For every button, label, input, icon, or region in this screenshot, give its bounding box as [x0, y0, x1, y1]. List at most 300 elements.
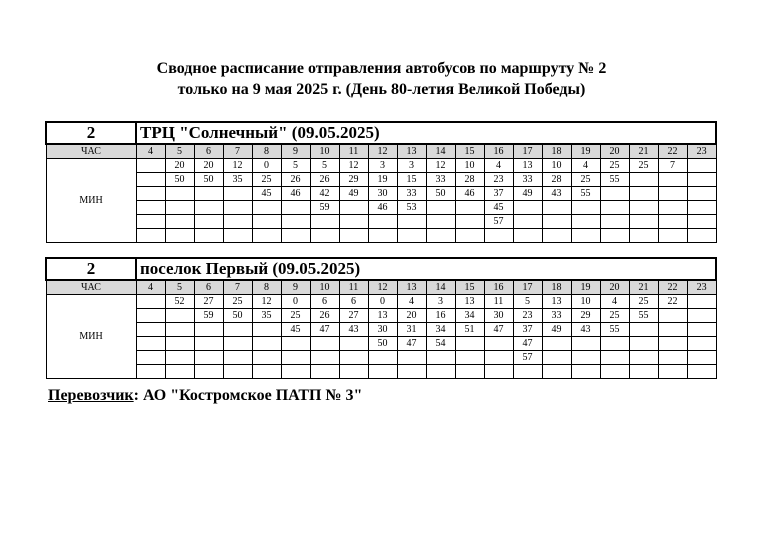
minute-cell: 55	[600, 173, 629, 187]
minute-cell: 47	[513, 337, 542, 351]
minutes-row	[46, 323, 716, 337]
minute-cell: 25	[252, 173, 281, 187]
minute-cell: 55	[571, 187, 600, 201]
hour-cell: 17	[513, 280, 542, 295]
minute-cell	[687, 337, 716, 351]
minute-cell: 22	[658, 295, 687, 309]
minute-cell: 20	[194, 159, 223, 173]
minute-cell	[223, 201, 252, 215]
minute-cell: 3	[426, 295, 455, 309]
minute-cell	[223, 215, 252, 229]
minute-cell	[136, 187, 165, 201]
minute-cell	[339, 201, 368, 215]
minute-cell: 16	[426, 309, 455, 323]
minute-cell: 4	[600, 295, 629, 309]
minute-cell	[339, 215, 368, 229]
minute-cell	[629, 323, 658, 337]
minute-cell	[426, 365, 455, 379]
minute-cell: 3	[397, 159, 426, 173]
hour-cell: 21	[629, 280, 658, 295]
minute-cell: 43	[571, 323, 600, 337]
minute-cell: 4	[484, 159, 513, 173]
stop-name: поселок Первый (09.05.2025)	[136, 258, 716, 280]
minutes-label: МИН	[46, 159, 136, 243]
document-title-line-2: только на 9 мая 2025 г. (День 80-летия Великой Победы)	[177, 81, 586, 98]
hours-header-row	[46, 280, 716, 295]
minute-cell	[194, 365, 223, 379]
hour-cell: 18	[542, 280, 571, 295]
hour-cell: 21	[629, 144, 658, 159]
minute-cell	[310, 365, 339, 379]
minute-cell: 28	[455, 173, 484, 187]
minute-cell: 57	[484, 215, 513, 229]
minute-cell: 26	[310, 309, 339, 323]
minute-cell: 46	[368, 201, 397, 215]
minute-cell	[165, 337, 194, 351]
hour-cell: 16	[484, 280, 513, 295]
minute-cell: 55	[600, 323, 629, 337]
minute-cell: 29	[339, 173, 368, 187]
minute-cell: 25	[223, 295, 252, 309]
minute-cell: 6	[310, 295, 339, 309]
minute-cell: 4	[397, 295, 426, 309]
hour-cell: 6	[194, 144, 223, 159]
minute-cell: 0	[281, 295, 310, 309]
minute-cell	[194, 351, 223, 365]
minute-cell	[571, 201, 600, 215]
minute-cell: 25	[281, 309, 310, 323]
document-title-line-1: Сводное расписание отправления автобусов по маршруту № 2	[156, 60, 607, 77]
minute-cell	[658, 337, 687, 351]
minute-cell: 33	[397, 187, 426, 201]
hour-cell: 7	[223, 144, 252, 159]
minute-cell: 42	[310, 187, 339, 201]
minute-cell: 12	[426, 159, 455, 173]
minute-cell	[600, 215, 629, 229]
carrier-line	[48, 387, 362, 405]
minute-cell: 6	[339, 295, 368, 309]
hour-cell: 17	[513, 144, 542, 159]
minute-cell	[397, 365, 426, 379]
minute-cell	[658, 323, 687, 337]
minute-cell	[687, 309, 716, 323]
minute-cell: 57	[513, 351, 542, 365]
minute-cell: 50	[223, 309, 252, 323]
minute-cell	[658, 215, 687, 229]
minute-cell	[600, 187, 629, 201]
minute-cell	[397, 215, 426, 229]
minute-cell: 50	[165, 173, 194, 187]
minute-cell	[629, 337, 658, 351]
minute-cell: 3	[368, 159, 397, 173]
minute-cell	[629, 187, 658, 201]
minute-cell	[194, 201, 223, 215]
minute-cell	[136, 173, 165, 187]
minute-cell: 37	[484, 187, 513, 201]
minute-cell: 47	[484, 323, 513, 337]
minute-cell	[600, 365, 629, 379]
minute-cell: 55	[629, 309, 658, 323]
minute-cell	[455, 229, 484, 243]
minute-cell: 33	[513, 173, 542, 187]
minute-cell	[136, 365, 165, 379]
minute-cell	[368, 351, 397, 365]
minute-cell	[281, 365, 310, 379]
minute-cell: 47	[310, 323, 339, 337]
minute-cell	[136, 337, 165, 351]
schedule-table-poselok-pervy	[45, 257, 717, 379]
minute-cell: 23	[484, 173, 513, 187]
minute-cell: 35	[223, 173, 252, 187]
minute-cell	[658, 201, 687, 215]
minute-cell: 35	[252, 309, 281, 323]
minute-cell: 13	[513, 159, 542, 173]
minute-cell: 5	[513, 295, 542, 309]
minute-cell: 45	[252, 187, 281, 201]
minute-cell: 26	[281, 173, 310, 187]
minute-cell: 10	[542, 159, 571, 173]
minute-cell	[658, 351, 687, 365]
minute-cell	[223, 351, 252, 365]
minute-cell: 30	[368, 323, 397, 337]
hour-cell: 8	[252, 144, 281, 159]
hour-cell: 14	[426, 144, 455, 159]
hour-cell: 12	[368, 144, 397, 159]
minute-cell: 27	[339, 309, 368, 323]
minute-cell	[513, 365, 542, 379]
minute-cell: 12	[252, 295, 281, 309]
minute-cell	[136, 215, 165, 229]
minutes-row	[46, 309, 716, 323]
minute-cell	[165, 229, 194, 243]
minute-cell: 30	[484, 309, 513, 323]
minute-cell	[339, 229, 368, 243]
minute-cell	[629, 365, 658, 379]
minute-cell: 19	[368, 173, 397, 187]
minute-cell: 34	[426, 323, 455, 337]
route-number: 2	[46, 122, 136, 144]
minute-cell	[658, 173, 687, 187]
stop-name: ТРЦ "Солнечный" (09.05.2025)	[136, 122, 716, 144]
minute-cell: 10	[455, 159, 484, 173]
hour-cell: 13	[397, 280, 426, 295]
minute-cell	[223, 365, 252, 379]
minute-cell	[223, 337, 252, 351]
minute-cell: 43	[542, 187, 571, 201]
minute-cell	[629, 229, 658, 243]
minute-cell	[571, 351, 600, 365]
hour-cell: 8	[252, 280, 281, 295]
minute-cell	[455, 365, 484, 379]
minute-cell	[629, 215, 658, 229]
minute-cell: 12	[339, 159, 368, 173]
hour-cell: 9	[281, 144, 310, 159]
minute-cell: 50	[194, 173, 223, 187]
minute-cell	[136, 295, 165, 309]
minute-cell	[281, 229, 310, 243]
minute-cell	[571, 215, 600, 229]
minute-cell	[426, 215, 455, 229]
minute-cell	[252, 229, 281, 243]
hour-cell: 4	[136, 144, 165, 159]
minute-cell	[223, 229, 252, 243]
minute-cell: 49	[513, 187, 542, 201]
minute-cell	[252, 351, 281, 365]
minute-cell	[687, 159, 716, 173]
minute-cell	[571, 337, 600, 351]
minute-cell	[136, 159, 165, 173]
minute-cell	[136, 323, 165, 337]
minute-cell	[687, 229, 716, 243]
hours-header-row	[46, 144, 716, 159]
minute-cell	[397, 229, 426, 243]
minute-cell: 13	[368, 309, 397, 323]
minute-cell	[484, 351, 513, 365]
minute-cell: 33	[426, 173, 455, 187]
hour-cell: 16	[484, 144, 513, 159]
minutes-row	[46, 201, 716, 215]
hour-cell: 10	[310, 144, 339, 159]
minute-cell	[252, 201, 281, 215]
minute-cell: 11	[484, 295, 513, 309]
minute-cell	[687, 187, 716, 201]
minute-cell: 20	[165, 159, 194, 173]
minute-cell	[600, 229, 629, 243]
hour-cell: 10	[310, 280, 339, 295]
minute-cell	[223, 187, 252, 201]
route-number: 2	[46, 258, 136, 280]
minutes-row	[46, 159, 716, 173]
minute-cell: 0	[252, 159, 281, 173]
minute-cell	[194, 215, 223, 229]
hour-cell: 18	[542, 144, 571, 159]
hour-cell: 22	[658, 280, 687, 295]
hour-cell: 6	[194, 280, 223, 295]
minute-cell	[194, 229, 223, 243]
minute-cell	[339, 351, 368, 365]
minute-cell	[252, 365, 281, 379]
minute-cell	[600, 337, 629, 351]
minute-cell	[455, 337, 484, 351]
minute-cell	[194, 337, 223, 351]
carrier-name: : АО "Костромское ПАТП № 3"	[133, 387, 363, 404]
minute-cell: 47	[397, 337, 426, 351]
minutes-row	[46, 187, 716, 201]
minute-cell	[194, 187, 223, 201]
minutes-row	[46, 173, 716, 187]
minute-cell	[165, 187, 194, 201]
minute-cell: 20	[397, 309, 426, 323]
hour-cell: 13	[397, 144, 426, 159]
minute-cell: 25	[571, 173, 600, 187]
minute-cell: 5	[310, 159, 339, 173]
minute-cell: 50	[426, 187, 455, 201]
minute-cell	[658, 309, 687, 323]
minute-cell: 31	[397, 323, 426, 337]
minute-cell	[629, 201, 658, 215]
minutes-row	[46, 295, 716, 309]
minute-cell: 46	[455, 187, 484, 201]
minute-cell: 53	[397, 201, 426, 215]
minutes-row	[46, 351, 716, 365]
hour-cell: 12	[368, 280, 397, 295]
minute-cell	[513, 229, 542, 243]
minute-cell: 28	[542, 173, 571, 187]
minute-cell: 25	[629, 159, 658, 173]
minute-cell: 5	[281, 159, 310, 173]
minute-cell	[687, 351, 716, 365]
minute-cell	[687, 215, 716, 229]
minute-cell	[484, 365, 513, 379]
minute-cell: 43	[339, 323, 368, 337]
minute-cell	[513, 201, 542, 215]
minute-cell	[136, 351, 165, 365]
minute-cell	[426, 201, 455, 215]
minute-cell: 46	[281, 187, 310, 201]
hour-cell: 23	[687, 144, 716, 159]
minute-cell	[397, 351, 426, 365]
minute-cell	[310, 337, 339, 351]
hour-cell: 15	[455, 280, 484, 295]
route-header-row	[46, 258, 716, 280]
hour-label: ЧАС	[46, 280, 136, 295]
minute-cell	[252, 215, 281, 229]
minute-cell	[165, 215, 194, 229]
minute-cell: 50	[368, 337, 397, 351]
minute-cell	[368, 365, 397, 379]
minute-cell	[571, 229, 600, 243]
minute-cell	[455, 201, 484, 215]
minute-cell	[687, 323, 716, 337]
minute-cell	[542, 201, 571, 215]
minute-cell	[165, 351, 194, 365]
minute-cell: 45	[484, 201, 513, 215]
minute-cell: 13	[455, 295, 484, 309]
minute-cell: 59	[194, 309, 223, 323]
minute-cell	[658, 365, 687, 379]
hour-cell: 22	[658, 144, 687, 159]
minute-cell	[658, 229, 687, 243]
minute-cell	[600, 201, 629, 215]
minute-cell	[687, 173, 716, 187]
minute-cell: 25	[600, 309, 629, 323]
minute-cell	[368, 229, 397, 243]
minute-cell	[629, 351, 658, 365]
minute-cell	[368, 215, 397, 229]
minute-cell: 7	[658, 159, 687, 173]
minute-cell: 26	[310, 173, 339, 187]
minute-cell	[484, 229, 513, 243]
minute-cell	[165, 201, 194, 215]
minute-cell	[484, 337, 513, 351]
minute-cell	[136, 229, 165, 243]
hour-cell: 5	[165, 280, 194, 295]
minute-cell: 59	[310, 201, 339, 215]
hour-cell: 15	[455, 144, 484, 159]
minute-cell	[165, 365, 194, 379]
minutes-row	[46, 229, 716, 243]
minute-cell	[455, 215, 484, 229]
hour-cell: 11	[339, 280, 368, 295]
minute-cell: 25	[600, 159, 629, 173]
minute-cell: 13	[542, 295, 571, 309]
hour-cell: 23	[687, 280, 716, 295]
minutes-row	[46, 337, 716, 351]
minute-cell: 51	[455, 323, 484, 337]
minute-cell: 52	[165, 295, 194, 309]
minute-cell	[687, 201, 716, 215]
minute-cell	[571, 365, 600, 379]
minute-cell	[165, 309, 194, 323]
minute-cell: 12	[223, 159, 252, 173]
minute-cell: 23	[513, 309, 542, 323]
hour-cell: 5	[165, 144, 194, 159]
minute-cell	[426, 229, 455, 243]
minute-cell	[310, 351, 339, 365]
minute-cell: 34	[455, 309, 484, 323]
minute-cell	[136, 201, 165, 215]
minute-cell	[687, 295, 716, 309]
minute-cell	[310, 229, 339, 243]
minute-cell	[513, 215, 542, 229]
hour-cell: 20	[600, 144, 629, 159]
minute-cell: 30	[368, 187, 397, 201]
hour-cell: 4	[136, 280, 165, 295]
minute-cell	[600, 351, 629, 365]
minute-cell: 4	[571, 159, 600, 173]
minute-cell	[542, 229, 571, 243]
hour-cell: 19	[571, 144, 600, 159]
minute-cell: 37	[513, 323, 542, 337]
hour-cell: 11	[339, 144, 368, 159]
minute-cell	[281, 215, 310, 229]
minute-cell	[658, 187, 687, 201]
minute-cell	[687, 365, 716, 379]
minute-cell: 27	[194, 295, 223, 309]
minute-cell	[281, 201, 310, 215]
carrier-label: Перевозчик	[48, 387, 134, 404]
minute-cell	[165, 323, 194, 337]
minute-cell	[194, 323, 223, 337]
minute-cell	[223, 323, 252, 337]
minute-cell	[339, 337, 368, 351]
minute-cell: 0	[368, 295, 397, 309]
minute-cell	[629, 173, 658, 187]
hour-cell: 7	[223, 280, 252, 295]
minutes-row	[46, 365, 716, 379]
minute-cell: 49	[542, 323, 571, 337]
minute-cell	[339, 365, 368, 379]
route-header-row	[46, 122, 716, 144]
hour-cell: 9	[281, 280, 310, 295]
minute-cell	[542, 337, 571, 351]
minute-cell	[281, 337, 310, 351]
hour-cell: 20	[600, 280, 629, 295]
minute-cell	[252, 323, 281, 337]
minute-cell: 54	[426, 337, 455, 351]
minute-cell: 15	[397, 173, 426, 187]
schedule-table-trc-solnechny	[45, 121, 717, 243]
minute-cell	[426, 351, 455, 365]
minute-cell	[136, 309, 165, 323]
hour-cell: 14	[426, 280, 455, 295]
minute-cell: 49	[339, 187, 368, 201]
minute-cell: 10	[571, 295, 600, 309]
minutes-row	[46, 215, 716, 229]
minute-cell	[252, 337, 281, 351]
minute-cell	[542, 351, 571, 365]
minute-cell: 25	[629, 295, 658, 309]
